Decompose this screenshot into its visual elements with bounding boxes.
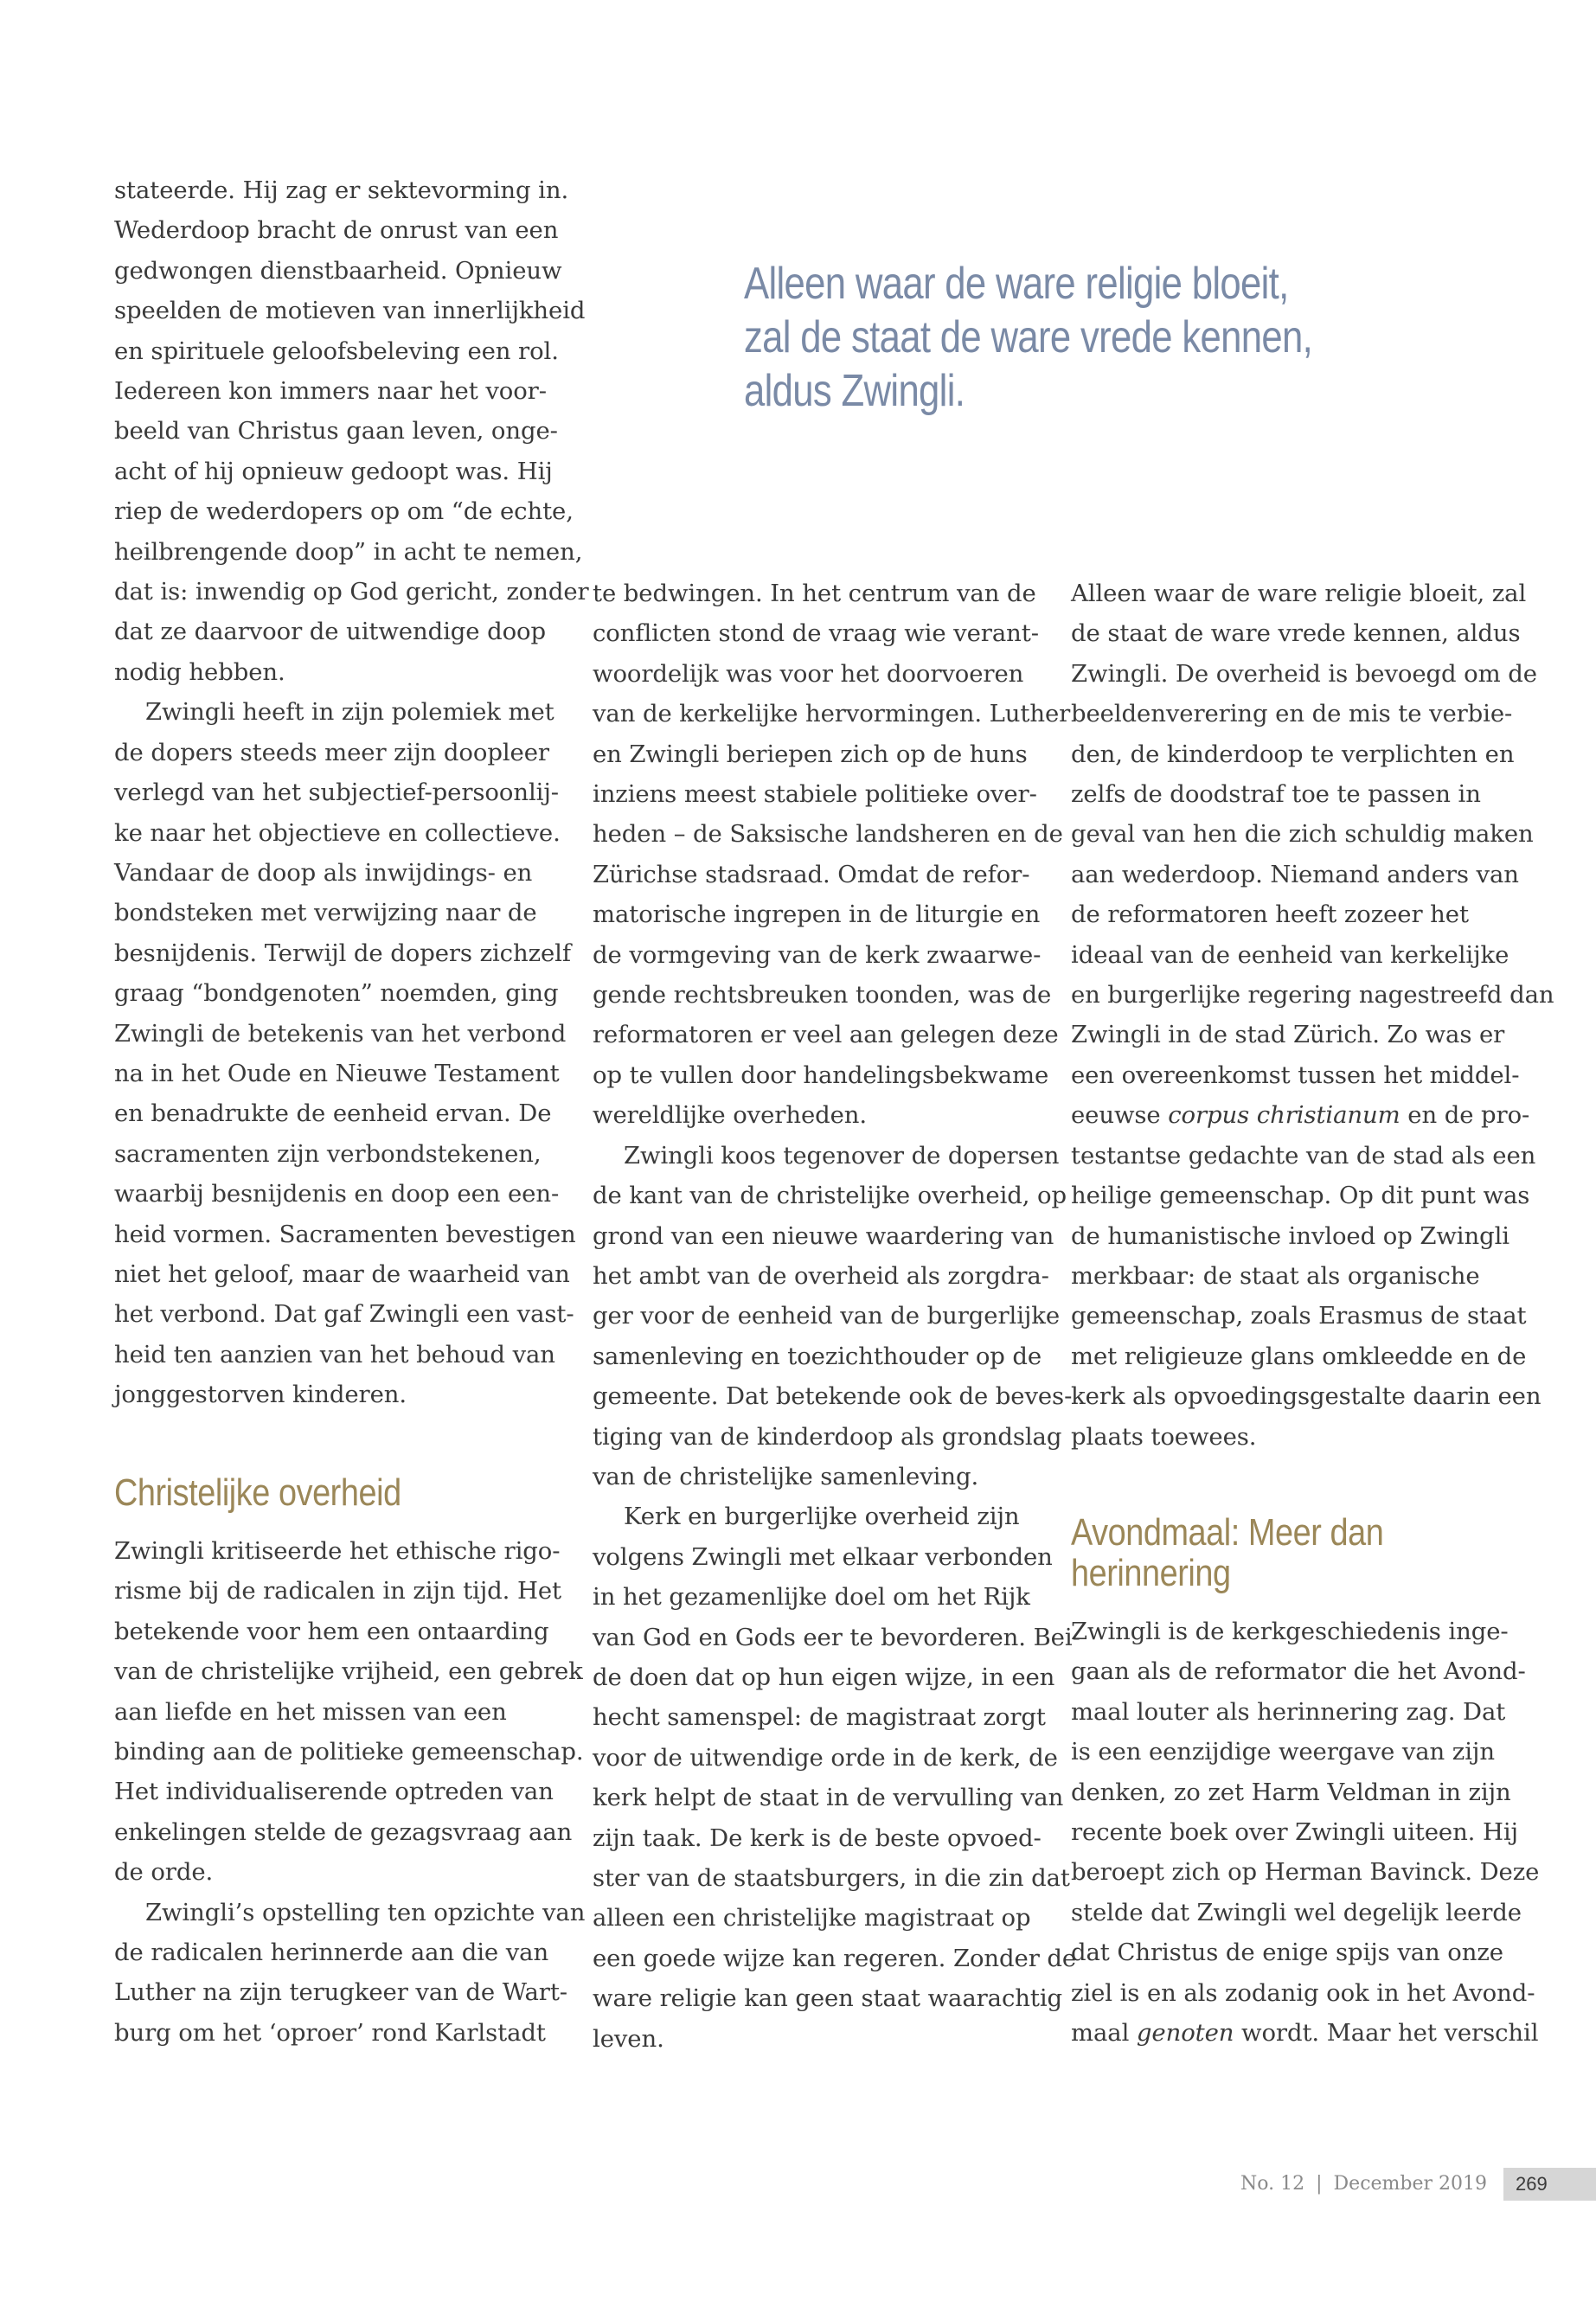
paragraph: [114, 1893, 585, 2054]
text-line: Vandaar de doop als inwijdings- en: [114, 858, 533, 887]
text-line: Zwingli’s opstelling ten opzichte van: [145, 1898, 586, 1926]
text-line: is een eenzijdige weergave van zijn: [1071, 1738, 1495, 1766]
column-2: [593, 574, 1080, 2059]
text-line: de dopers steeds meer zijn doopleer: [114, 738, 549, 766]
text-line: Zwingli. De overheid is bevoegd om de: [1071, 659, 1537, 688]
text-line: met religieuze glans omkleedde en de: [1071, 1342, 1527, 1370]
text-line: heid vormen. Sacramenten bevestigen: [114, 1220, 576, 1248]
text-line: Zürichse stadsraad. Omdat de refor-: [593, 860, 1030, 888]
text-line: betekende voor hem een ontaarding: [114, 1617, 549, 1645]
text-line: matorische ingrepen in de liturgie en: [593, 901, 1041, 929]
text-line: de humanistische invloed op Zwingli: [1071, 1221, 1509, 1250]
text-line: geval van hen die zich schuldig maken: [1071, 820, 1534, 849]
text-line: riep de wederdopers op om “de echte,: [114, 497, 574, 526]
text-line: gedwongen dienstbaarheid. Opnieuw: [114, 256, 562, 285]
text-line: en Zwingli beriepen zich op de huns: [593, 740, 1028, 768]
text-line: tiging van de kinderdoop als grondslag: [593, 1422, 1062, 1451]
paragraph: [1071, 1612, 1539, 2053]
section-heading: [1071, 1512, 1517, 1593]
separator: |: [1316, 2173, 1323, 2195]
page-number: 269: [1503, 2168, 1596, 2201]
text-line: de orde.: [114, 1858, 214, 1887]
text-line: de doen dat op hun eigen wijze, in een: [593, 1663, 1055, 1691]
text-line: aan liefde en het missen van een: [114, 1697, 507, 1726]
text-line: het verbond. Dat gaf Zwingli een vast-: [114, 1300, 574, 1329]
pull-quote-line: aldus Zwingli.: [744, 366, 965, 416]
text-line: bondsteken met verwijzing naar de: [114, 899, 537, 927]
text-line: van God en Gods eer te bevorderen. Bei-: [593, 1623, 1080, 1651]
text-line: gemeenschap, zoals Erasmus de staat: [1071, 1302, 1527, 1330]
text-line: gaan als de reformator die het Avond-: [1071, 1657, 1526, 1686]
text-line: graag “bondgenoten” noemden, ging: [114, 979, 559, 1008]
paragraph: [593, 574, 1071, 1136]
text-line: acht of hij opnieuw gedoopt was. Hij: [114, 457, 553, 485]
text-line: Zwingli kritiseerde het ethische rigo-: [114, 1537, 561, 1565]
text-line: testantse gedachte van de stad als een: [1071, 1141, 1536, 1170]
text-line: Wederdoop bracht de onrust van een: [114, 216, 559, 245]
text-line: Zwingli heeft in zijn polemiek met: [145, 698, 554, 727]
text-line: stelde dat Zwingli wel degelijk leerde: [1071, 1898, 1522, 1926]
heading-line: Avondmaal: Meer dan: [1071, 1511, 1384, 1554]
text-line: van de kerkelijke hervormingen. Luther: [593, 700, 1071, 728]
paragraph: [593, 1497, 1080, 2059]
text-line: reformatoren er veel aan gelegen deze: [593, 1021, 1059, 1049]
text-line: van de christelijke vrijheid, een gebrek: [114, 1657, 583, 1686]
italic-term: corpus christianum: [1168, 1101, 1401, 1130]
text-line: hecht samenspel: de magistraat zorgt: [593, 1703, 1046, 1732]
text-line: ziel is en als zodanig ook in het Avond-: [1071, 1978, 1535, 2007]
text-line: alleen een christelijke magistraat op: [593, 1904, 1031, 1932]
text-line: de staat de ware vrede kennen, aldus: [1071, 619, 1521, 648]
text-line: van de christelijke samenleving.: [593, 1462, 979, 1490]
paragraph: [114, 170, 589, 692]
text-line: Zwingli koos tegenover de dopersen: [624, 1141, 1060, 1170]
text-line: te bedwingen. In het centrum van de: [593, 580, 1036, 607]
text-segment: en de pro-: [1400, 1101, 1530, 1130]
text-line: Iedereen kon immers naar het voor-: [114, 377, 547, 406]
text-line: beeldenverering en de mis te verbie-: [1071, 700, 1513, 728]
text-line: in het gezamenlijke doel om het Rijk: [593, 1583, 1030, 1612]
text-line: inziens meest stabiele politieke over-: [593, 780, 1037, 809]
text-line: en burgerlijke regering nagestreefd dan: [1071, 981, 1554, 1009]
text-line: ke naar het objectieve en collectieve.: [114, 818, 561, 847]
text-line: maal louter als herinnering zag. Dat: [1071, 1697, 1506, 1726]
text-line: burg om het ‘oproer’ rond Karlstadt: [114, 2018, 546, 2047]
text-line: Zwingli in de stad Zürich. Zo was er: [1071, 1021, 1505, 1049]
text-line: heid ten aanzien van het behoud van: [114, 1340, 555, 1368]
text-line: sacramenten zijn verbondstekenen,: [114, 1139, 542, 1168]
text-line: nodig hebben.: [114, 657, 285, 686]
text-line: woordelijk was voor het doorvoeren: [593, 659, 1024, 688]
text-segment: maal: [1071, 2019, 1137, 2048]
text-line: gemeente. Dat betekende ook de beves-: [593, 1382, 1073, 1411]
text-line: de radicalen herinnerde aan die van: [114, 1939, 549, 1967]
text-line: Zwingli is de kerkgeschiedenis inge-: [1071, 1618, 1509, 1645]
text-line: beeld van Christus gaan leven, onge-: [114, 417, 558, 445]
text-line: dat is: inwendig op God gericht, zonder: [114, 578, 589, 606]
text-line: ger voor de eenheid van de burgerlijke: [593, 1302, 1061, 1330]
column-1: [114, 170, 589, 2047]
text-line: wereldlijke overheden.: [593, 1101, 868, 1130]
section-heading: Christelijke overheid: [114, 1471, 401, 1514]
text-line: denken, zo zet Harm Veldman in zijn: [1071, 1778, 1511, 1806]
text-line: enkelingen stelde de gezagsvraag aan: [114, 1817, 573, 1846]
text-line: besnijdenis. Terwijl de dopers zichzelf: [114, 939, 571, 967]
text-line: gende rechtsbreuken toonden, was de: [593, 981, 1052, 1009]
text-line: na in het Oude en Nieuwe Testament: [114, 1059, 560, 1087]
text-line: merkbaar: de staat als organische: [1071, 1261, 1480, 1290]
pull-quote-line: zal de staat de ware vrede kennen,: [744, 312, 1313, 362]
issue-info: [1240, 2168, 1487, 2201]
pull-quote-line: Alleen waar de ware religie bloeit,: [744, 259, 1289, 309]
text-line: de kant van de christelijke overheid, op: [593, 1182, 1067, 1210]
pull-quote: [744, 257, 1312, 418]
text-segment: eeuwse: [1071, 1101, 1169, 1130]
text-line: speelden de motieven van innerlijkheid: [114, 297, 586, 325]
text-line: recente boek over Zwingli uiteen. Hij: [1071, 1818, 1518, 1847]
text-line: en spirituele geloofsbeleving een rol.: [114, 336, 559, 365]
text-line: het ambt van de overheid als zorgdra-: [593, 1261, 1049, 1290]
text-line: waarbij besnijdenis en doop een een-: [114, 1180, 560, 1208]
text-line: stateerde. Hij zag er sektevorming in.: [114, 176, 569, 204]
text-line: binding aan de politieke gemeenschap.: [114, 1738, 584, 1766]
text-line: kerk helpt de staat in de vervulling van: [593, 1784, 1064, 1812]
text-line: een overeenkomst tussen het middel-: [1071, 1061, 1520, 1089]
text-line: Kerk en burgerlijke overheid zijn: [624, 1503, 1020, 1531]
text-line: den, de kinderdoop te verplichten en: [1071, 740, 1515, 768]
issue-number: No. 12: [1240, 2173, 1305, 2195]
text-line: dat ze daarvoor de uitwendige doop: [114, 618, 547, 646]
paragraph: [114, 1531, 585, 1893]
text-line: risme bij de radicalen in zijn tijd. Het: [114, 1577, 561, 1606]
paragraph: [593, 1136, 1073, 1497]
text-line: Zwingli de betekenis van het verbond: [114, 1019, 567, 1048]
heading-line: herinnering: [1071, 1552, 1231, 1594]
text-line: ster van de staatsburgers, in die zin dat: [593, 1864, 1070, 1892]
text-line: zelfs de doodstraf toe te passen in: [1071, 780, 1481, 809]
text-line: aan wederdoop. Niemand anders van: [1071, 860, 1519, 888]
text-line: grond van een nieuwe waardering van: [593, 1221, 1054, 1250]
text-line: de reformatoren heeft zozeer het: [1071, 901, 1469, 929]
italic-term: genoten: [1136, 2019, 1234, 2048]
text-segment: wordt. Maar het verschil: [1234, 2019, 1539, 2048]
paragraph: [114, 692, 576, 1414]
column-3: [1071, 574, 1554, 2048]
text-line: Het individualiserende optreden van: [114, 1778, 554, 1806]
text-line: Alleen waar de ware religie bloeit, zal: [1071, 580, 1527, 607]
text-line: leven.: [593, 2024, 664, 2053]
text-line: voor de uitwendige orde in de kerk, de: [593, 1743, 1058, 1772]
text-line: op te vullen door handelingsbekwame: [593, 1061, 1049, 1089]
text-line: heilige gemeenschap. Op dit punt was: [1071, 1182, 1530, 1210]
text-line: samenleving en toezichthouder op de: [593, 1342, 1042, 1370]
text-line: heilbrengende doop” in acht te nemen,: [114, 537, 583, 566]
text-line: plaats toewees.: [1071, 1422, 1257, 1451]
paragraph: [1071, 574, 1554, 1457]
text-line: de vormgeving van de kerk zwaarwe-: [593, 940, 1042, 969]
text-line: ware religie kan geen staat waarachtig: [593, 1984, 1063, 2013]
text-line: dat Christus de enige spijs van onze: [1071, 1939, 1503, 1967]
text-line: kerk als opvoedingsgestalte daarin een: [1071, 1382, 1542, 1411]
text-line: [1071, 2013, 1539, 2053]
text-line: en benadrukte de eenheid ervan. De: [114, 1099, 552, 1128]
text-line: conflicten stond de vraag wie verant-: [593, 619, 1039, 648]
text-line: Luther na zijn terugkeer van de Wart-: [114, 1978, 567, 2007]
issue-date: December 2019: [1333, 2173, 1487, 2195]
text-line: ideaal van de eenheid van kerkelijke: [1071, 940, 1509, 969]
text-line: jonggestorven kinderen.: [114, 1381, 407, 1409]
text-line: volgens Zwingli met elkaar verbonden: [593, 1542, 1053, 1571]
text-line: een goede wijze kan regeren. Zonder de: [593, 1944, 1077, 1972]
text-line: zijn taak. De kerk is de beste opvoed-: [593, 1823, 1042, 1852]
text-line: verlegd van het subjectief-persoonlij-: [114, 779, 559, 807]
text-line: beroept zich op Herman Bavinck. Deze: [1071, 1858, 1540, 1887]
text-line: niet het geloof, maar de waarheid van: [114, 1259, 570, 1288]
text-line: heden – de Saksische landsheren en de: [593, 820, 1063, 849]
text-line: [1071, 1095, 1538, 1135]
